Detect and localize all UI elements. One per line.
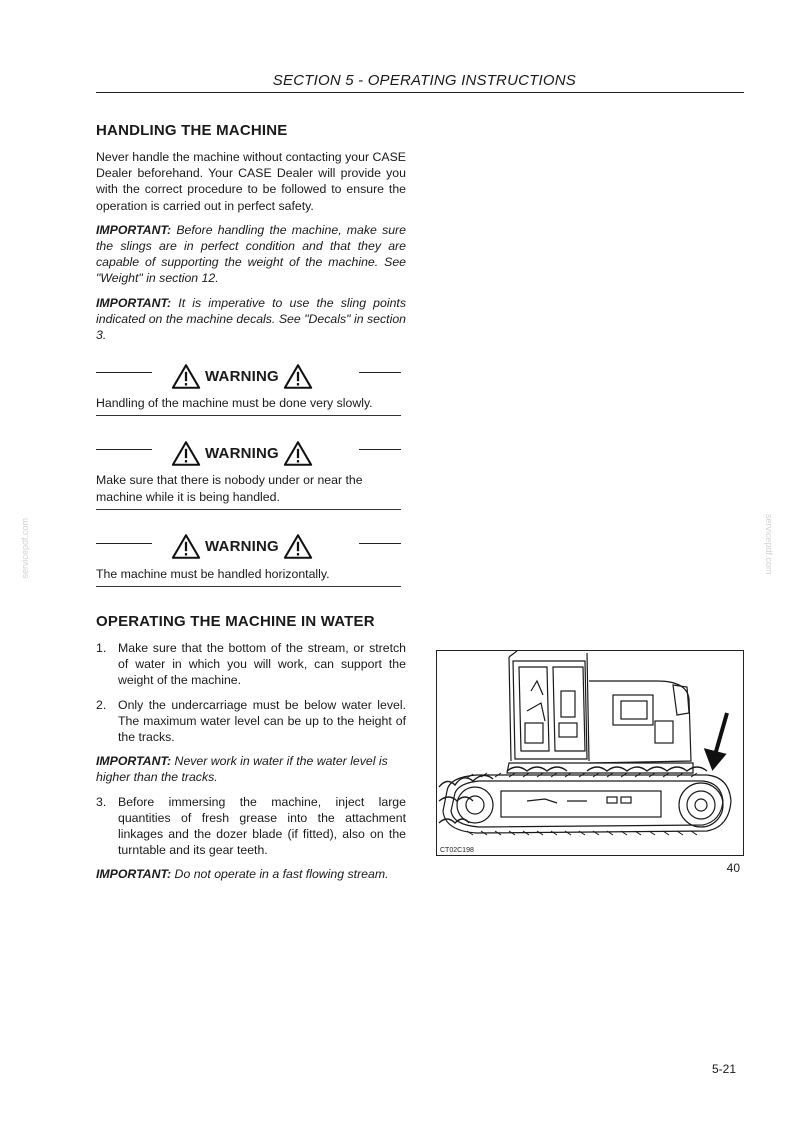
main-column — [96, 122, 406, 891]
warning-triangle-icon — [171, 440, 201, 467]
warning-triangle-icon — [283, 440, 313, 467]
warning-header — [96, 438, 401, 472]
important-text: It is imperative to use the sling points indicated on the machine decals. See "Decals" in section 3. — [96, 295, 406, 343]
excavator-drawing — [437, 651, 743, 855]
important-text: Before handling the machine, make sure the slings are in perfect condition and that they are capable of supporting the weight of the machine. See "Weight" in section 12. — [96, 222, 406, 286]
important-label: IMPORTANT: — [96, 867, 172, 882]
important-note-1 — [96, 222, 406, 287]
watermark-left: servicepdf.com — [20, 518, 30, 579]
watermark-right: servicepdf.com — [764, 514, 774, 575]
warning-box-1 — [96, 361, 401, 416]
water-heading: OPERATING THE MACHINE IN WATER — [96, 613, 375, 631]
list-item: 2. Only the undercarriage must be below water level. The maximum water level can be up to the height of the tracks. — [96, 697, 406, 745]
warning-box-3 — [96, 532, 401, 587]
important-note-2 — [96, 295, 406, 344]
figure-number: 40 — [726, 861, 740, 875]
handling-heading: HANDLING THE MACHINE — [96, 122, 288, 139]
important-note-4 — [96, 866, 406, 882]
water-steps-continued — [96, 794, 406, 859]
warning-box-2 — [96, 438, 401, 509]
list-item: 3. Before immersing the machine, inject large quantities of fresh grease into the attachment linkages and the dozer blade (if fitted), also on the turntable and its gear teeth. — [96, 794, 406, 858]
warning-triangle-icon — [283, 363, 313, 390]
warning-text: Make sure that there is nobody under or near the machine while it is being handled. — [96, 473, 363, 504]
page-number: 5-21 — [711, 1062, 736, 1076]
list-item: 1. Make sure that the bottom of the stream, or stretch of water in which you will work, can support the weight of the machine. — [96, 641, 406, 688]
important-label: IMPORTANT: — [96, 222, 172, 237]
warning-triangle-icon — [283, 533, 313, 560]
warning-text: The machine must be handled horizontally. — [96, 566, 330, 581]
page-header — [96, 66, 744, 93]
warning-triangle-icon — [171, 533, 201, 560]
section-title: SECTION 5 - OPERATING INSTRUCTIONS — [272, 72, 576, 89]
water-steps — [96, 640, 406, 745]
warning-label: WARNING — [205, 367, 279, 385]
excavator-in-water-illustration — [436, 650, 744, 856]
warning-text: Handling of the machine must be done very slowly. — [96, 396, 373, 411]
warning-label: WARNING — [205, 538, 279, 556]
handling-intro: Never handle the machine without contacting your CASE Dealer beforehand. Your CASE Dealer will provide you with the correct procedure to be followed to ensure the operation is carried out in perfect safety. — [96, 150, 406, 213]
important-text: Do not operate in a fast flowing stream. — [171, 867, 389, 882]
important-text: Never work in water if the water level is higher than the tracks. — [96, 754, 388, 785]
important-label: IMPORTANT: — [96, 295, 172, 310]
important-note-3 — [96, 753, 406, 785]
warning-header — [96, 532, 401, 566]
figure-code: CT02C198 — [440, 847, 474, 854]
important-label: IMPORTANT: — [96, 754, 172, 769]
warning-header — [96, 361, 401, 395]
warning-triangle-icon — [171, 363, 201, 390]
warning-label: WARNING — [205, 444, 279, 462]
